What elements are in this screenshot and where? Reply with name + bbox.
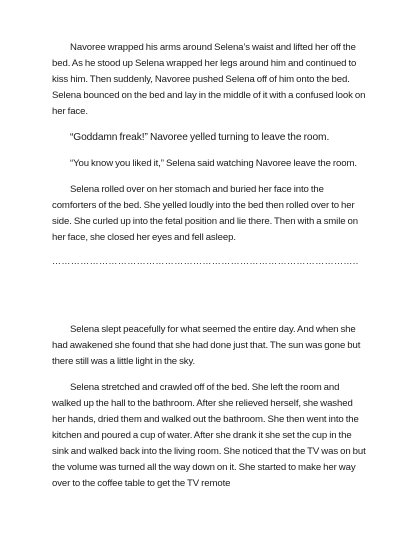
paragraph-6: Selena stretched and crawled off of the bed. She left the room and walked up the hall to the bathroom. After she relieved herself, she washed her hands, dried them and walked out the bathroom. She then went into the kitchen and poured a cup of water. After she drank it she set the cup in the sink and walked back into the living room. She noticed that the TV was on but the volume was turned all the way down on it. She started to make her way over to the coffee table to get the TV remote — [52, 382, 366, 489]
paragraph-2-dialog: “Goddamn freak!” Navoree yelled turning to leave the room. — [70, 132, 330, 143]
paragraph-3-dialog: “You know you liked it,” Selena said watching Navoree leave the room. — [70, 158, 357, 169]
section-separator: …………………………………………………………………………………….. — [52, 256, 359, 266]
paragraph-5: Selena slept peacefully for what seemed the entire day. And when she had awakened she found that she had done just that. The sun was gone but there still was a little light in the sky. — [52, 324, 361, 367]
paragraph-1: Navoree wrapped his arms around Selena’s waist and lifted her off the bed. As he stood up Selena wrapped her legs around him and continued to kiss him. Then suddenly, Navoree pushed Selena off of him onto the bed. Selena bounced on the bed and lay in the middle of it with a confused look on her face. — [52, 42, 366, 117]
section-gap — [52, 268, 368, 322]
paragraph-4: Selena rolled over on her stomach and buried her face into the comforters of the bed. She yelled loudly into the bed then rolled over to her side. She curled up into the fetal position and lie there. Then with a smile on her face, she closed her eyes and fell asleep. — [52, 184, 359, 243]
